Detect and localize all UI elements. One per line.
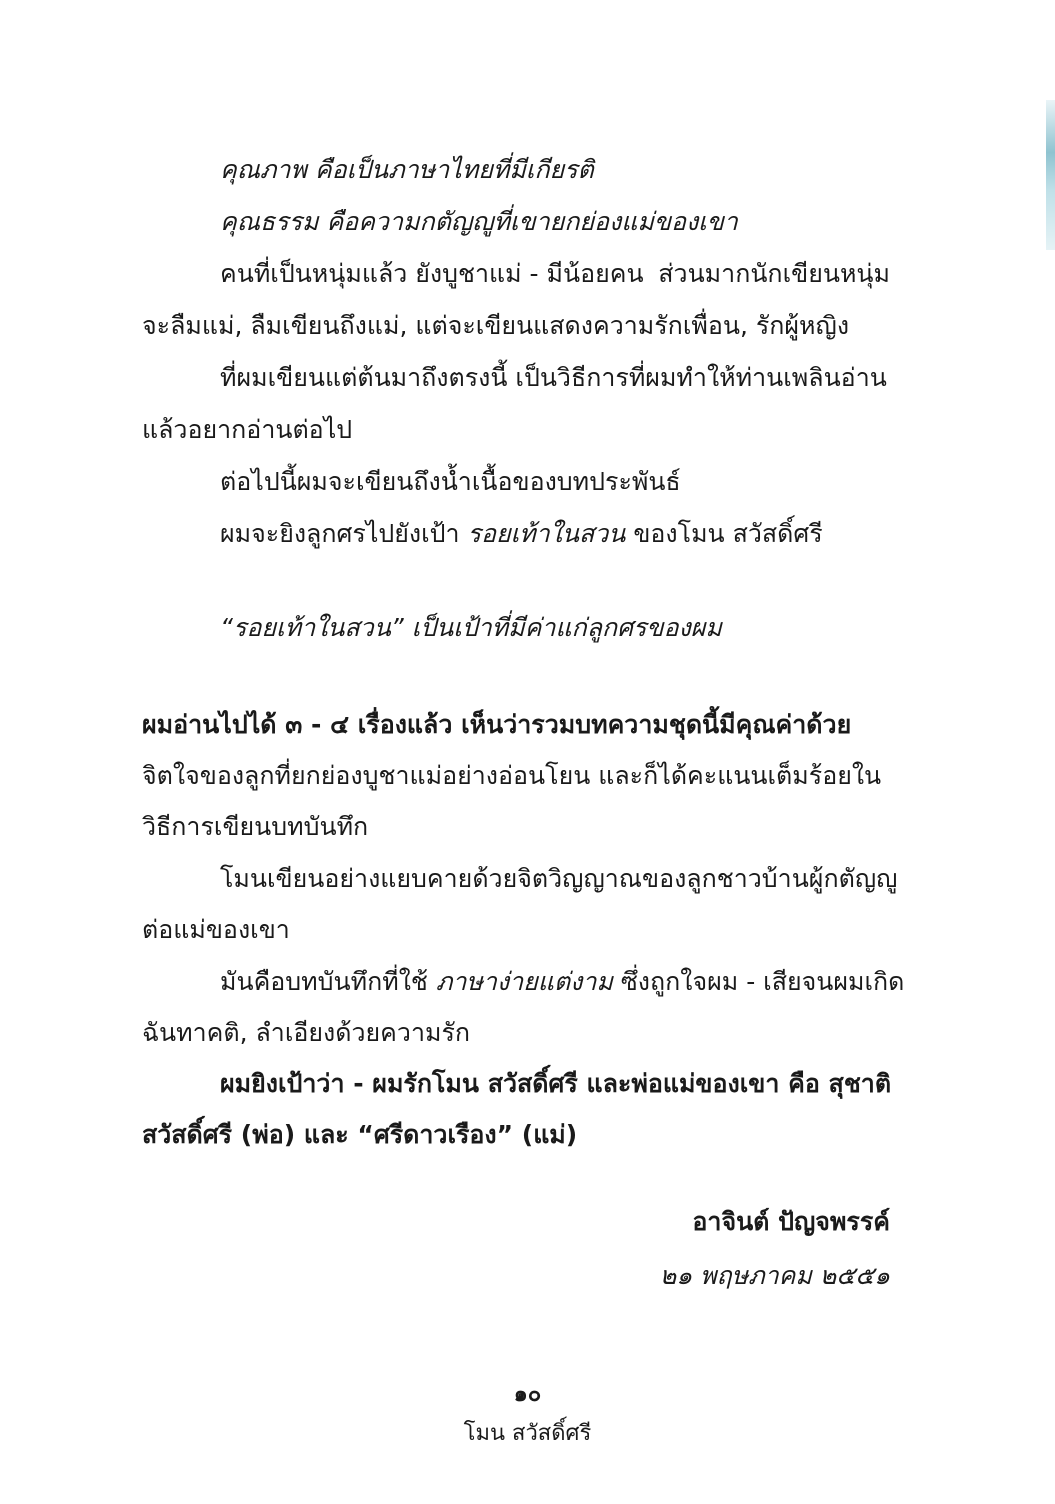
author-signature: อาจินต์ ปัญจพรรค์ [692,1207,890,1236]
book-title-footer: โมน สวัสดิ์ศรี [463,1421,592,1446]
text-segment: มันคือบทบันทึกที่ใช้ [220,967,428,996]
paragraph-line: ต่อแม่ของเขา [142,915,290,944]
book-title-italic: รอยเท้าในสวน [467,519,626,548]
text-segment: ผมจะยิงลูกศรไปยังเป้า [220,519,460,548]
paragraph-line: โมนเขียนอย่างแยบคายด้วยจิตวิญญาณของลูกชาวบ้านผู้กตัญญู [220,864,898,893]
paragraph-line: คุณภาพ คือเป็นภาษาไทยที่มีเกียรติ [220,155,594,184]
paragraph-line: สวัสดิ์ศรี (พ่อ) และ “ศรีดาวเรือง” (แม่) [142,1120,578,1149]
paragraph-line: วิธีการเขียนบทบันทึก [142,812,369,841]
page-number: ๑๐ [513,1382,542,1407]
paragraph-line: จิตใจของลูกที่ยกย่องบูชาแม่อย่างอ่อนโยน และก็ได้คะแนนเต็มร้อยใน [142,761,882,790]
paragraph-line: แล้วอยากอ่านต่อไป [142,415,353,444]
text-segment: คนที่เป็นหนุ่มแล้ว ยังบูชาแม่ - มีน้อยคน [220,259,644,288]
text-segment: ของโมน สวัสดิ์ศรี [633,519,823,548]
signature-date: ๒๑ พฤษภาคม ๒๕๕๑ [659,1261,890,1290]
paragraph-line: ต่อไปนี้ผมจะเขียนถึงน้ำเนื้อของบทประพันธ์ [220,467,681,496]
paragraph-line: ที่ผมเขียนแต่ต้นมาถึงตรงนี้ เป็นวิธีการที่ผมทำให้ท่านเพลินอ่าน [220,363,887,392]
paragraph-line [220,514,823,554]
paragraph-line [220,962,904,1002]
text-segment: ซึ่งถูกใจผม - เสียจนผมเกิด [620,967,905,996]
paragraph-line: “รอยเท้าในสวน” เป็นเป้าที่มีค่าแก่ลูกศรของผม [220,613,722,642]
paragraph-line: จะลืมแม่, ลืมเขียนถึงแม่, แต่จะเขียนแสดงความรักเพื่อน, รักผู้หญิง [142,311,850,340]
paragraph-line: ฉันทาคติ, ลำเอียงด้วยความรัก [142,1018,471,1047]
text-segment: ส่วนมากนักเขียนหนุ่ม [658,259,890,288]
paragraph-line: ผมอ่านไปได้ ๓ - ๔ เรื่องแล้ว เห็นว่ารวมบทความชุดนี้มีคุณค่าด้วย [142,710,852,739]
paragraph-line [220,254,890,294]
paragraph-line: คุณธรรม คือความกตัญญูที่เขายกย่องแม่ของเขา [220,207,738,236]
page-edge-decoration [1046,100,1055,250]
paragraph-line: ผมยิงเป้าว่า - ผมรักโมน สวัสดิ์ศรี และพ่อแม่ของเขา คือ สุชาติ [220,1069,892,1098]
phrase-italic: ภาษาง่ายแต่งาม [435,967,613,996]
